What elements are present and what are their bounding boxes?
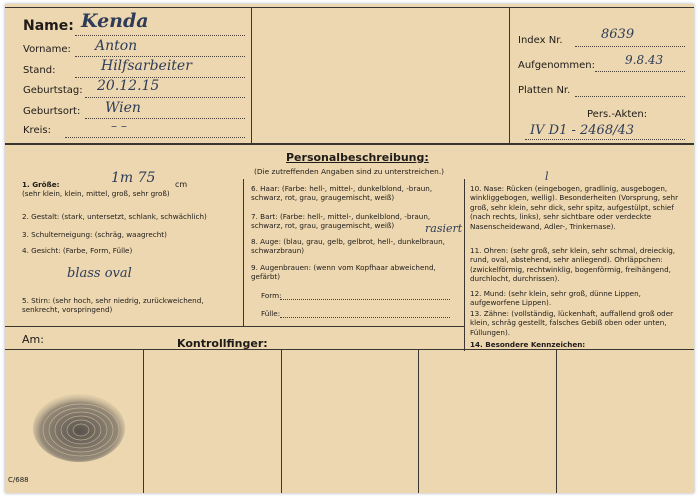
name-label: Name: [23,18,74,34]
haar-text: 6. Haar: (Farbe: hell-, mittel-, dunkelblond, -braun, schwarz, rot, grau, graugemischt, weiß) [251,184,433,203]
geburtsort-label: Geburtsort: [23,106,81,117]
pers-akten-label: Pers.-Akten: [587,109,648,120]
zaehne-text: 13. Zähne: (vollständig, lückenhaft, auffallend groß oder klein, schräg gestellt, falsches Gebiß oben oder unten, Füllungen). [470,309,674,337]
left-column-divider [243,179,244,327]
gesicht-text: 4. Gesicht: (Farbe, Form, Fülle) [22,246,133,255]
groesse-value: 1m 75 [111,170,156,186]
finger-box-divider-3 [418,349,419,493]
right-header-divider [509,7,510,144]
field-gestalt [22,212,237,221]
gesicht-value: blass oval [67,266,132,281]
geburtsort-line [85,118,245,119]
personal-description-heading: Personalbeschreibung: [286,151,429,164]
augenbrauen-text: 9. Augenbrauen: (wenn vom Kopfhaar abweichend, gefärbt) [251,263,436,282]
geburtsort-value: Wien [105,100,141,116]
mund-text: 12. Mund: (sehr klein, sehr groß, dünne Lippen, aufgeworfene Lippen). [470,289,641,308]
vorname-label: Vorname: [23,44,71,55]
stirn-text: 5. Stirn: (sehr hoch, sehr niedrig, zurückweichend, senkrecht, vorspringend) [22,296,204,315]
kreis-value: – – [111,119,127,133]
field-stirn [22,296,237,315]
platten-label: Platten Nr. [518,85,571,96]
geburtstag-label: Geburtstag: [23,85,83,96]
aufgenommen-label: Aufgenommen: [518,60,595,71]
description-bottom-line [5,326,465,327]
personal-description-note: (Die zutreffenden Angaben sind zu unterstreichen.) [254,167,445,176]
groesse-unit: cm [175,180,188,189]
name-value: Kenda [81,10,149,32]
bart-value: rasiert [425,222,463,235]
stand-value: Hilfsarbeiter [101,58,192,74]
finger-box-divider-2 [281,349,282,493]
field-zaehne [470,309,690,337]
field-mund [470,289,690,308]
aufgenommen-value: 9.8.43 [625,53,664,67]
form-number: C/688 [8,476,29,484]
record-card [5,4,694,493]
field-besondere [470,340,690,349]
top-border [5,7,694,8]
schulterneigung-text: 3. Schulterneigung: (schräg, waagrecht) [22,230,167,239]
fingerprint-icon [29,390,129,462]
vorname-line [75,56,245,57]
platten-line [575,96,685,97]
geburtstag-value: 20.12.15 [97,78,160,94]
groesse-options: (sehr klein, klein, mittel, groß, sehr groß) [22,189,170,199]
groesse-label: 1. Größe: [22,180,60,189]
vorname-value: Anton [95,38,138,54]
stand-label: Stand: [23,65,56,76]
index-label: Index Nr. [518,35,563,46]
auge-text: 8. Auge: (blau, grau, gelb, gelbrot, hell-, dunkelbraun, schwarzbraun) [251,237,445,256]
field-auge [251,237,461,256]
field-schulterneigung [22,230,237,239]
field-gesicht [22,246,237,255]
field-nase [470,184,690,231]
field-haar [251,184,461,203]
index-line [575,46,685,47]
header-divider [5,143,694,145]
fingerprint-image [29,390,129,462]
besondere-text: 14. Besondere Kennzeichen: [470,340,586,349]
gestalt-text: 2. Gestalt: (stark, untersetzt, schlank, schwächlich) [22,212,207,221]
bart-text: 7. Bart: (Farbe: hell-, mittel-, dunkelblond, -braun, schwarz, rot, grau, graugemischt, weiß) [251,212,431,231]
aufgenommen-line [595,71,685,72]
pers-akten-line [525,139,685,140]
left-header-divider [251,7,252,144]
fuelle-label: Fülle: [261,309,281,318]
index-value: 8639 [601,27,635,42]
nase-text: 10. Nase: Rücken (eingebogen, gradlinig, ausgebogen, winkliggebogen, wellig). Besonderheiten (Vorsprung, sehr groß, sehr klein, sehr dick, sehr spitz, aufgestülpt, schief (nach rechts, links), sehr sichtbare oder verdeckte Nasenscheidewand, Adler-, Trinkernase). [470,184,679,231]
field-ohren [470,246,690,284]
kreis-line [65,137,245,138]
am-label: Am: [22,333,44,346]
geburtstag-line [85,97,245,98]
name-line [75,35,245,36]
fuelle-line [280,317,450,318]
form-label: Form: [261,291,282,300]
pers-akten-value: IV D1 - 2468/43 [530,123,635,138]
finger-box-divider-4 [556,349,557,493]
kontrollfinger-heading: Kontrollfinger: [177,337,268,350]
ohren-text: 11. Ohren: (sehr groß, sehr klein, sehr schmal, dreieckig, rund, oval, abstehend, sehr anliegend). Ohrläppchen: (zwickelförmig, rechtwinklig, bogenförmig, freihängend, durchlocht, durchrissen). [470,246,676,284]
form-line [280,299,450,300]
kreis-label: Kreis: [23,125,51,136]
field-augenbrauen [251,263,461,282]
nase-value: l [545,170,549,183]
finger-box-divider-1 [143,349,144,493]
